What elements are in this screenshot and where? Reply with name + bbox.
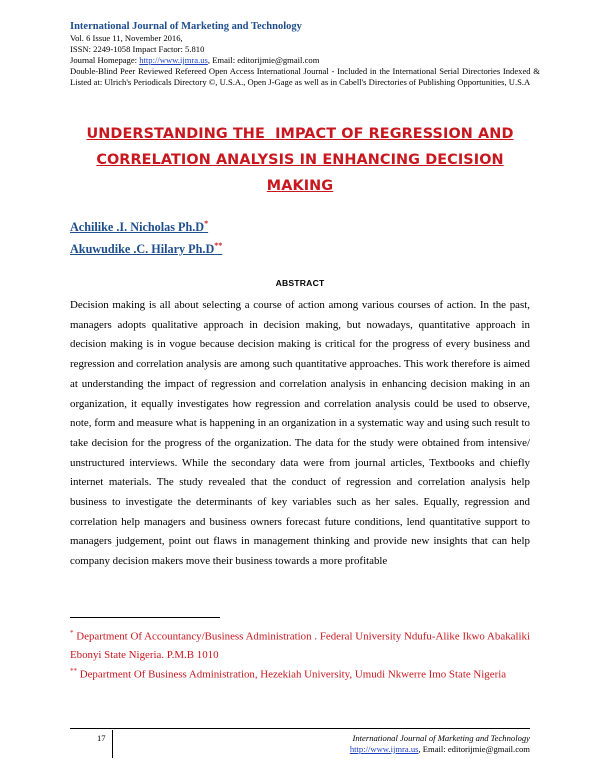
footnote-2-text: Department Of Business Administration, Hezekiah University, Umudi Nkwerre Imo State Nigeria	[77, 668, 507, 681]
footer-email: , Email: editorijmie@gmail.com	[418, 743, 530, 754]
author-1	[70, 219, 208, 235]
title-line-1: UNDERSTANDING THE IMPACT OF REGRESSION AND	[86, 126, 514, 142]
footnote-2-mark: **	[70, 667, 77, 675]
author-2-name: Akuwudike .C. Hilary Ph.D	[70, 242, 215, 257]
page-number: 17	[97, 733, 106, 743]
footer-journal-name: International Journal of Marketing and Technology	[352, 733, 530, 743]
author-1-mark: *	[204, 219, 209, 228]
footnote-divider	[70, 617, 220, 618]
title-line-3: MAKING	[266, 178, 334, 194]
footer-vertical-rule	[112, 730, 113, 758]
footnote-1-mark: *	[70, 629, 74, 637]
paper-title	[60, 121, 540, 199]
issn-impact-factor: ISSN: 2249-1058 Impact Factor: 5.810	[70, 44, 205, 54]
footer-contact-line	[350, 744, 530, 755]
footnote-2	[70, 662, 530, 684]
journal-homepage-line	[70, 55, 540, 66]
footer-divider	[70, 728, 530, 729]
journal-name: International Journal of Marketing and Technology	[70, 21, 302, 32]
homepage-label: Journal Homepage:	[70, 55, 140, 65]
abstract-text: Decision making is all about selecting a course of action among various courses of action. In the past, managers adopts qualitative approach in decision making, but nowadays, quantitative approach in decision making is in vogue because decision making is critical for the progress of every business and regression and correlation analysis are among such quantitative approaches. This work therefore is aimed at understanding the impact of regression and correlation analysis in enhancing decision making in an organization, it equally investigates how regression and correlation analysis could be used to observe, note, form and measure what is happening in an organization in a systematic way and using such result to take decision for the progress of the organization. The data for the study were obtained from intensive/ unstructured interviews. While the secondary data were from journal articles, Textbooks and chiefly internet materials. The study revealed that the conduct of regression and correlation analysis help business to investigate the determinants of key variables such as her sales. Equally, regression and correlation help managers and business owners forecast future conditions, lend quantitative support to managers judgement, point out flaws in management thinking and provide new insights that can help company decision makers move their business towards a more profitable	[70, 299, 530, 568]
author-2-mark: **	[214, 241, 223, 250]
journal-header	[70, 20, 540, 88]
footer-journal-info	[350, 733, 530, 754]
author-1-name: Achilike .I. Nicholas Ph.D	[70, 220, 205, 235]
footnote-1	[70, 624, 530, 664]
title-line-2: CORRELATION ANALYSIS IN ENHANCING DECISION	[96, 152, 504, 168]
volume-issue: Vol. 6 Issue 11, November 2016,	[70, 33, 183, 43]
footer-url-link[interactable]: http://www.ijmra.us	[349, 743, 419, 754]
footnote-1-text: Department Of Accountancy/Business Administration . Federal University Ndufu-Alike Ikwo Abakaliki Ebonyi State Nigeria. P.M.B 1010	[70, 630, 530, 661]
indexing-statement: Double-Blind Peer Reviewed Refereed Open Access International Journal - Included in the International Serial Directories Indexed & Listed at: Ulrich's Periodicals Directory ©, U.S.A., Open J-Gage as well as in Cabell's Directories of Publishing Opportunities, U.S.A	[70, 66, 540, 87]
abstract-heading: ABSTRACT	[275, 278, 325, 288]
author-2	[70, 241, 222, 257]
homepage-link[interactable]: http://www.ijmra.us	[139, 55, 208, 65]
header-email: , Email: editorijmie@gmail.com	[207, 55, 320, 65]
